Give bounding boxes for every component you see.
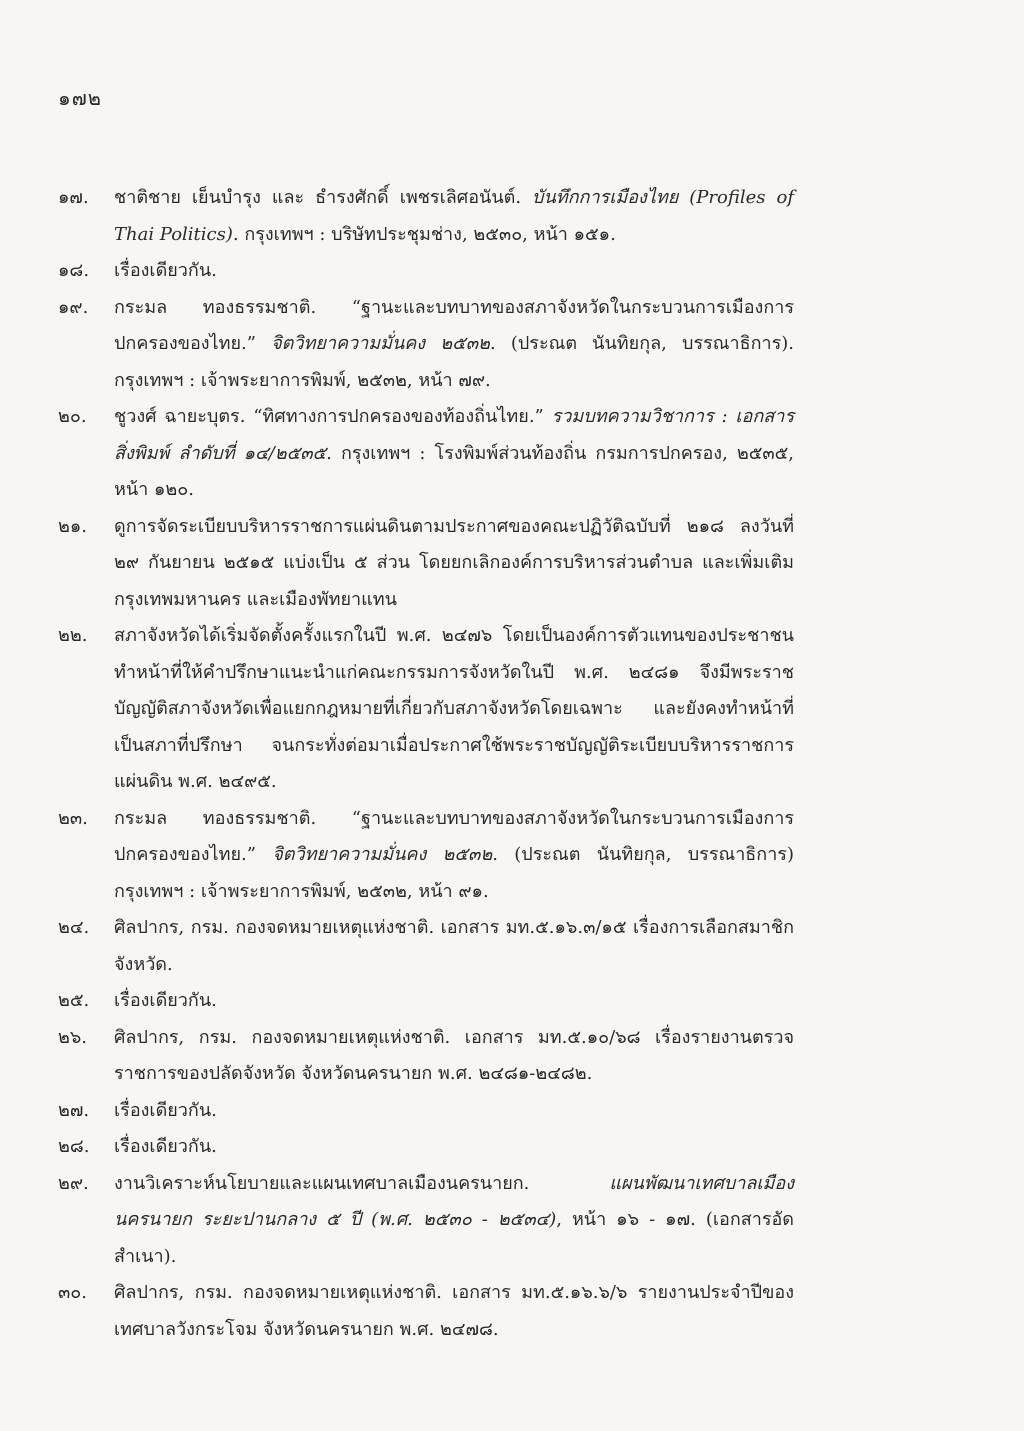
endnote-text-segment: . กรุงเทพฯ : โรงพิมพ์ส่วนท้องถิ่น กรมการปกครอง, ๒๕๓๕, หน้า ๑๒๐. [114,442,794,500]
endnote-text-segment: เรื่องเดียวกัน. [114,1099,217,1121]
endnote-item [58,290,794,400]
endnote-text-segment: กระมล ทองธรรมชาติ. “ฐานะและบทบาทของสภาจังหวัดในกระบวนการเมืองการปกครองของไทย.” [114,296,794,354]
endnote-item [58,983,794,1020]
endnote-number: ๒๒. [58,625,88,646]
endnote-text-segment: . (ประณต นันทิยกุล, บรรณาธิการ). กรุงเทพฯ : เจ้าพระยาการพิมพ์, ๒๕๓๒, หน้า ๗๙. [114,333,794,391]
endnote-number: ๑๗. [58,187,89,208]
endnote-text-segment: . (ประณต นันทิยกุล, บรรณาธิการ) กรุงเทพฯ : เจ้าพระยาการพิมพ์, ๒๕๓๒, หน้า ๙๑. [114,844,794,902]
endnote-text [114,1020,794,1093]
endnote-item [58,1093,794,1130]
endnote-number: ๑๘. [58,260,90,281]
endnote-item [58,1275,794,1348]
endnote-text-segment: เรื่องเดียวกัน. [114,260,217,281]
endnote-item [58,509,794,619]
endnotes-list [58,180,794,1348]
endnote-text-segment: เรื่องเดียวกัน. [114,990,217,1011]
endnote-text [114,801,794,911]
endnote-item [58,253,794,290]
endnote-item [58,1166,794,1276]
endnote-number: ๒๐. [58,406,87,427]
endnote-item [58,801,794,911]
endnote-text [114,618,794,801]
endnote-number: ๒๘. [58,1136,90,1157]
endnote-text-segment: ชูวงศ์ ฉายะบุตร. “ทิศทางการปกครองของท้องถิ่นไทย.” [114,406,552,427]
endnote-title-italic: แผนพัฒนาเทศบาลเมืองนครนายก ระยะปานกลาง ๕ ปี (พ.ศ. ๒๕๓๐ - ๒๕๓๔) [114,1172,794,1230]
endnote-text-segment: ดูการจัดระเบียบบริหารราชการแผ่นดินตามประกาศของคณะปฏิวัติฉบับที่ ๒๑๘ ลงวันที่ ๒๙ กันยายน ๒๕๑๕ แบ่งเป็น ๕ ส่วน โดยยกเลิกองค์การบริหารส่วนตำบล และเพิ่มเติมกรุงเทพมหานคร และเมืองพัทยาแทน [114,515,794,610]
endnote-text-segment: สภาจังหวัดได้เริ่มจัดตั้งครั้งแรกในปี พ.ศ. ๒๔๗๖ โดยเป็นองค์การตัวแทนของประชาชนทำหน้าที่ให้คำปรึกษาแนะนำแก่คณะกรรมการจังหวัดในปี พ.ศ. ๒๔๘๑ จึงมีพระราชบัญญัติสภาจังหวัดเพื่อแยกกฎหมายที่เกี่ยวกับสภาจังหวัดโดยเฉพาะ และยังคงทำหน้าที่เป็นสภาที่ปรึกษา จนกระทั่งต่อมาเมื่อประกาศใช้พระราชบัญญัติระเบียบบริหารราชการแผ่นดิน พ.ศ. ๒๔๙๕. [114,625,794,792]
endnote-text [114,290,794,400]
endnote-title-italic: รวมบทความวิชาการ : เอกสารสิ่งพิมพ์ ลำดับที่ ๑๔/๒๕๓๕ [114,406,794,464]
endnote-text-segment: กระมล ทองธรรมชาติ. “ฐานะและบทบาทของสภาจังหวัดในกระบวนการเมืองการปกครองของไทย.” [114,807,794,865]
endnote-number: ๒๖. [58,1026,88,1048]
endnote-text [114,1275,794,1348]
endnote-text [114,253,794,290]
endnote-number: ๒๔. [58,917,90,938]
endnote-text [114,399,794,509]
endnote-text-segment: . กรุงเทพฯ : บริษัทประชุมช่าง, ๒๕๓๐, หน้า ๑๕๑. [232,223,616,245]
endnote-text-segment: ศิลปากร, กรม. กองจดหมายเหตุแห่งชาติ. เอกสาร มท.๕.๑๐/๖๘ เรื่องรายงานตรวจราชการของปลัดจังหวัด จังหวัดนครนายก พ.ศ. ๒๔๘๑-๒๔๘๒. [114,1026,794,1084]
endnote-title-italic: จิตวิทยาความมั่นคง ๒๕๓๒ [271,333,490,354]
endnote-text-segment: ศิลปากร, กรม. กองจดหมายเหตุแห่งชาติ. เอกสาร มท.๕.๑๖.๖/๖ รายงานประจำปีของเทศบาลวังกระโจม จังหวัดนครนายก พ.ศ. ๒๔๗๘. [114,1282,794,1340]
endnote-item [58,399,794,509]
endnote-text [114,1166,794,1276]
endnote-number: ๒๗. [58,1099,90,1121]
endnote-text [114,509,794,619]
endnote-text-segment: , หน้า ๑๖ - ๑๗. (เอกสารอัดสำเนา). [114,1209,794,1267]
endnote-text-segment: ชาติชาย เย็นบำรุง และ ธำรงศักดิ์ เพชรเลิศอนันต์. [114,187,533,208]
endnote-text [114,983,794,1020]
endnote-number: ๓๐. [58,1282,88,1303]
endnote-text-segment: ศิลปากร, กรม. กองจดหมายเหตุแห่งชาติ. เอกสาร มท.๕.๑๖.๓/๑๕ เรื่องการเลือกสมาชิกจังหวัด. [114,917,794,975]
endnote-number: ๒๑. [58,515,88,537]
endnote-text [114,1129,794,1166]
endnote-text [114,1093,794,1130]
endnote-text-segment: เรื่องเดียวกัน. [114,1136,217,1157]
endnote-text-segment: งานวิเคราะห์นโยบายและแผนเทศบาลเมืองนครนายก. [114,1172,610,1194]
endnote-item [58,618,794,801]
endnote-title-italic: บันทึกการเมืองไทย (Profiles of Thai Politics) [114,187,795,245]
endnote-text [114,910,794,983]
endnote-number: ๒๕. [58,990,90,1011]
endnote-item [58,180,794,253]
endnote-title-italic: จิตวิทยาความมั่นคง ๒๕๓๒ [272,844,493,865]
page-number: ๑๗๒ [58,86,102,110]
endnote-item [58,1129,794,1166]
endnote-number: ๒๓. [58,807,88,829]
endnote-text [114,180,794,253]
endnote-number: ๑๙. [58,296,89,318]
endnote-item [58,1020,794,1093]
endnote-item [58,910,794,983]
endnote-number: ๒๙. [58,1172,89,1194]
